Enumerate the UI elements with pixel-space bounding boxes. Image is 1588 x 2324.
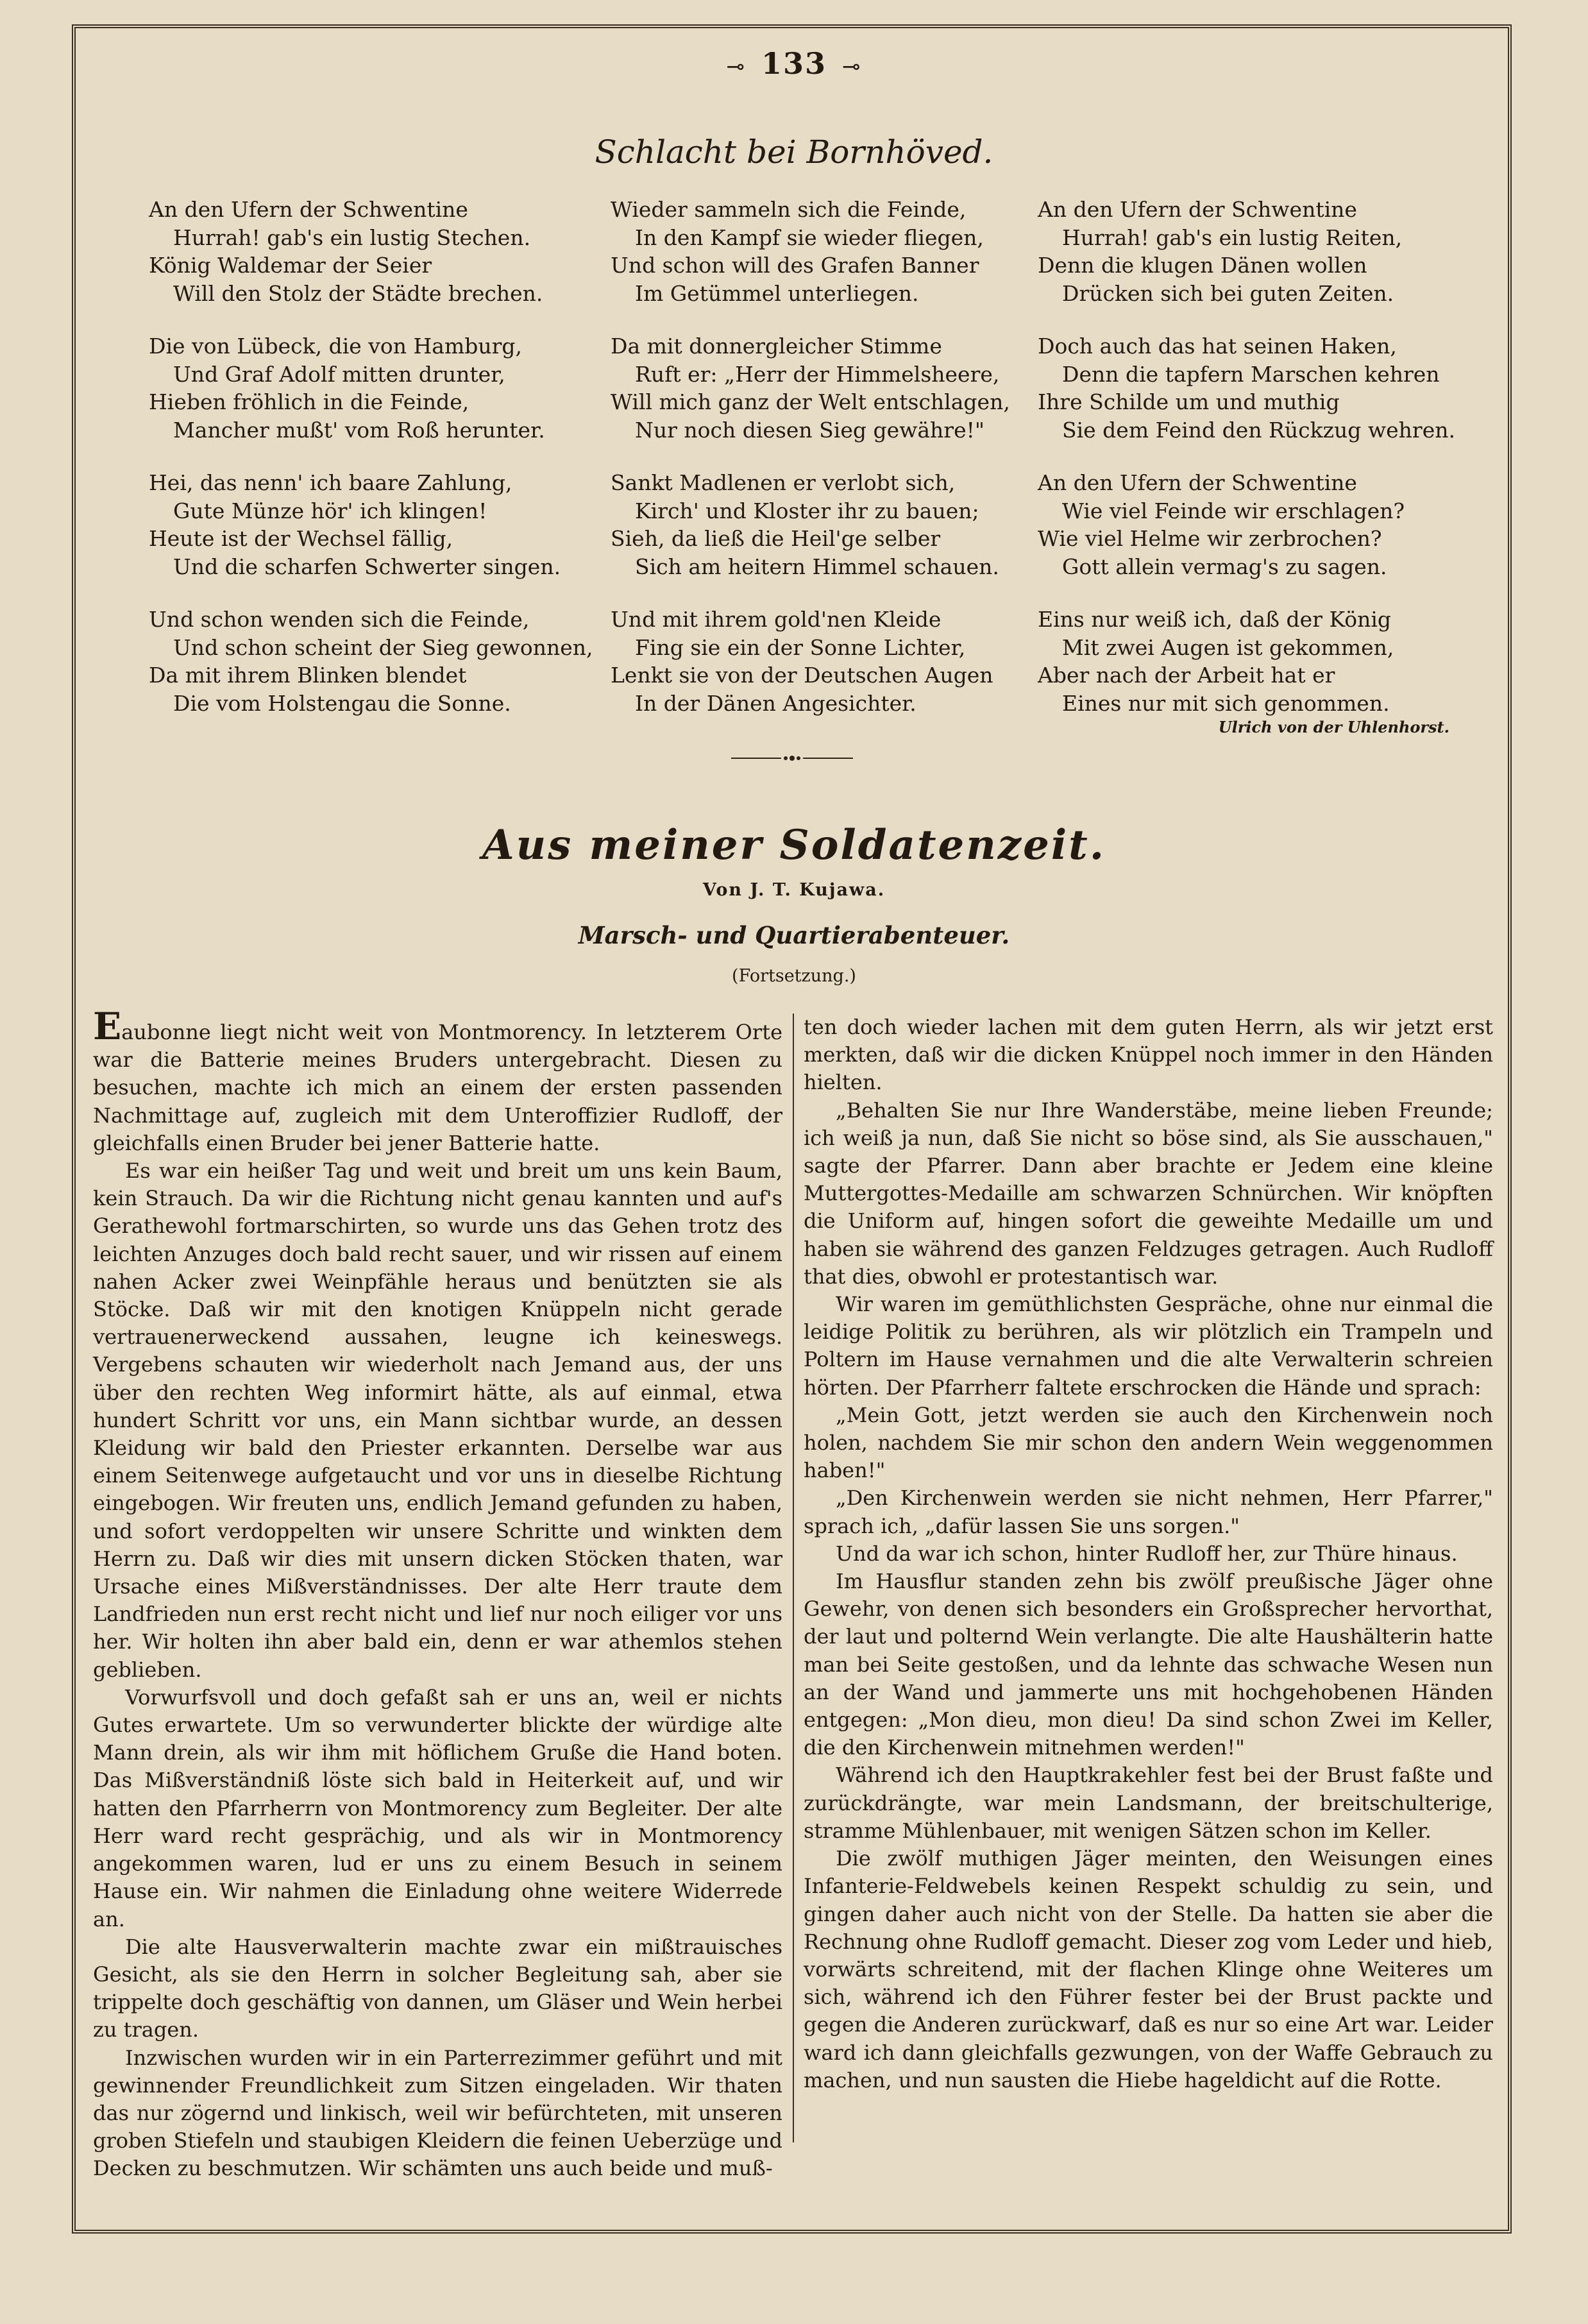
- drop-cap: E: [93, 1005, 122, 1048]
- poem-column-2: [611, 196, 1072, 742]
- text-column-right: [804, 1014, 1493, 2094]
- poem-stanza: [149, 606, 611, 717]
- poem-stanza: [1038, 196, 1499, 307]
- poem-line: An den Ufern der Schwentine: [149, 197, 468, 222]
- paragraph-text: Die alte Hausverwalterin machte zwar ein mißtrauisches Gesicht, als sie den Herrn in solcher Begleitung sah, aber sie trippelte doch geschäftig von dannen, um Gläser und Wein herbei zu tragen.: [93, 1934, 782, 2042]
- paragraph: [804, 1761, 1493, 1845]
- poem-line: Wieder sammeln sich die Feinde,: [611, 197, 967, 222]
- poem-stanza: [1038, 606, 1499, 717]
- paragraph: [804, 1097, 1493, 1291]
- poem-line: Lenkt sie von der Deutschen Augen: [611, 663, 993, 688]
- page-number-value: 133: [761, 46, 827, 81]
- poem-line: Eins nur weiß ich, daß der König: [1038, 607, 1392, 632]
- poem-line: Ruft er: „Herr der Himmelsheere,: [635, 361, 1000, 387]
- page-number: [0, 46, 1588, 81]
- poem-line: Und schon will des Grafen Banner: [611, 253, 979, 278]
- paragraph: [93, 1933, 782, 2044]
- poem-line: Wie viel Helme wir zerbrochen?: [1038, 526, 1382, 551]
- paragraph-text: Vorwurfsvoll und doch gefaßt sah er uns an, weil er nichts Gutes erwartete. Um so verwunderter blickte der würdige alte Mann drein, als wir ihm mit höflichem Gruße die Hand boten. Das Mißverständniß löste sich bald in Heiterkeit auf, und wir hatten den Pfarrherrn von Montmorency zum Begleiter. Der alte Herr ward recht gesprächig, und als wir in Montmorency angekommen waren, lud er uns zu einem Besuch in seinem Hause ein. Wir nahmen die Einladung ohne weitere Widerrede an.: [93, 1684, 782, 1931]
- continuation-note: (Fortsetzung.): [732, 966, 856, 986]
- paragraph-text: Während ich den Hauptkrakehler fest bei der Brust faßte und zurückdrängte, war mein Landsmann, der breitschulterige, stramme Mühlenbauer, mit wenigen Sätzen schon im Keller.: [804, 1763, 1493, 1843]
- poem-line: Will mich ganz der Welt entschlagen,: [611, 389, 1010, 414]
- poem-line: Drücken sich bei guten Zeiten.: [1062, 280, 1394, 306]
- poem-signature: Ulrich von der Uhlenhorst.: [1218, 718, 1449, 736]
- poem-line: An den Ufern der Schwentine: [1038, 470, 1357, 495]
- poem-line: Gott allein vermag's zu sagen.: [1062, 554, 1387, 579]
- poem-line: Im Getümmel unterliegen.: [635, 280, 919, 306]
- poem-stanza: [611, 469, 1072, 581]
- ornamental-divider-icon: [731, 752, 853, 765]
- paragraph-text: aubonne liegt nicht weit von Montmorency. In letzterem Orte war die Batterie meines Bruders untergebracht. Diesen zu besuchen, machte ich mich an einem der ersten passenden Nachmittage auf, zugleich mit dem Unteroffizier Rudloff, der gleichfalls einen Bruder bei jener Batterie hatte.: [93, 1020, 782, 1155]
- poem-line: An den Ufern der Schwentine: [1038, 197, 1357, 222]
- paragraph: [804, 1845, 1493, 2094]
- poem-column-1: [149, 196, 611, 742]
- paragraph: [804, 1402, 1493, 1485]
- paragraph-text: ten doch wieder lachen mit dem guten Herrn, als wir jetzt erst merkten, daß wir die dicken Knüppel noch immer in den Händen hielten.: [804, 1015, 1493, 1095]
- poem-stanza: [611, 606, 1072, 717]
- poem-stanza: [149, 332, 611, 444]
- paragraph: [804, 1484, 1493, 1539]
- poem-line: Da mit ihrem Blinken blendet: [149, 663, 467, 688]
- poem-line: Denn die klugen Dänen wollen: [1038, 253, 1367, 278]
- poem-line: Denn die tapfern Marschen kehren: [1062, 361, 1440, 387]
- poem-line: Fing sie ein der Sonne Lichter,: [635, 634, 966, 660]
- poem-line: Sankt Madlenen er verlobt sich,: [611, 470, 956, 495]
- paragraph: [93, 1157, 782, 1684]
- poem-line: Die vom Holstengau die Sonne.: [173, 690, 511, 716]
- poem-line: Heute ist der Wechsel fällig,: [149, 526, 453, 551]
- poem-line: Doch auch das hat seinen Haken,: [1038, 334, 1397, 359]
- paragraph-text: Es war ein heißer Tag und weit und breit um uns kein Baum, kein Strauch. Da wir die Richtung nicht genau kannten und auf's Gerathewohl fortmarschirten, so wurde uns das Gehen trotz des leichten Anzuges doch bald recht sauer, und wir rissen auf einem nahen Acker zwei Weinpfähle heraus und benützten sie als Stöcke. Daß wir mit den knotigen Knüppeln nicht gerade vertrauenerweckend aussahen, leugne ich keineswegs. Vergebens schauten wir wiederholt nach Jemand aus, der uns über den rechten Weg informirt hätte, als auf einmal, etwa hundert Schritt vor uns, ein Mann sichtbar wurde, an dessen Kleidung wir bald den Priester erkannten. Derselbe war aus einem Seitenwege aufgetaucht und vor uns in dieselbe Richtung eingebogen. Wir freuten uns, endlich Jemand gefunden zu haben, und sofort verdoppelten wir unsere Schritte und winkten dem Herrn zu. Daß wir dies mit unsern dicken Stöcken thaten, war Ursache eines Mißverständnisses. Der alte Herr traute dem Landfrieden nun erst recht nicht und lief nur noch eiliger vor uns her. Wir holten ihn aber bald ein, denn er war athemlos stehen geblieben.: [93, 1158, 782, 1682]
- story-byline: Von J. T. Kujawa.: [702, 880, 886, 900]
- poem-line: Sich am heitern Himmel schauen.: [635, 554, 999, 579]
- paragraph: [804, 1540, 1493, 1568]
- paragraph: [93, 1684, 782, 1933]
- text-column-left: [93, 1005, 782, 2183]
- poem-line: In den Kampf sie wieder fliegen,: [635, 225, 984, 250]
- poem-stanza: [1038, 469, 1499, 581]
- poem-stanza: [149, 469, 611, 581]
- poem-stanza: [611, 332, 1072, 444]
- poem-line: Kirch' und Kloster ihr zu bauen;: [635, 498, 979, 523]
- poem-stanza: [1038, 332, 1499, 444]
- paragraph-text: Und da war ich schon, hinter Rudloff her, zur Thüre hinaus.: [836, 1541, 1458, 1566]
- column-rule: [793, 1014, 794, 2142]
- right-ornament-icon: ⊸: [842, 54, 862, 80]
- poem-line: In der Dänen Angesichter.: [635, 690, 916, 716]
- poem-line: Gute Münze hör' ich klingen!: [173, 498, 487, 523]
- poem-stanza: [611, 196, 1072, 307]
- poem-column-3: [1038, 196, 1499, 742]
- paragraph: [804, 1014, 1493, 1097]
- left-ornament-icon: ⊸: [726, 54, 746, 80]
- paragraph-text: „Den Kirchenwein werden sie nicht nehmen, Herr Pfarrer," sprach ich, „dafür lassen Sie uns sorgen.": [804, 1486, 1493, 1538]
- paragraph: [93, 1005, 782, 1157]
- poem-line: Und schon wenden sich die Feinde,: [149, 607, 530, 632]
- story-title: Aus meiner Soldatenzeit.: [482, 821, 1106, 869]
- paragraph-text: „Mein Gott, jetzt werden sie auch den Kirchenwein noch holen, nachdem Sie mir schon den andern Wein weggenommen haben!": [804, 1402, 1493, 1483]
- poem-title: Schlacht bei Bornhöved.: [595, 133, 993, 171]
- poem-stanza: [149, 196, 611, 307]
- poem-line: Die von Lübeck, die von Hamburg,: [149, 334, 523, 359]
- story-subtitle: Marsch- und Quartierabenteuer.: [578, 921, 1010, 949]
- poem-line: Da mit donnergleicher Stimme: [611, 334, 942, 359]
- poem-line: Aber nach der Arbeit hat er: [1038, 663, 1335, 688]
- poem-line: Mit zwei Augen ist gekommen,: [1062, 634, 1394, 660]
- poem-line: Hurrah! gab's ein lustig Stechen.: [173, 225, 531, 250]
- poem-line: König Waldemar der Seier: [149, 253, 432, 278]
- poem-line: Und mit ihrem gold'nen Kleide: [611, 607, 942, 632]
- poem-line: Hurrah! gab's ein lustig Reiten,: [1062, 225, 1403, 250]
- poem-line: Nur noch diesen Sieg gewähre!": [635, 417, 985, 443]
- poem-line: Und die scharfen Schwerter singen.: [173, 554, 561, 579]
- paragraph-text: Die zwölf muthigen Jäger meinten, den Weisungen eines Infanterie-Feldwebels keinen Respekt schuldig zu sein, und gingen daher auch nicht von der Stelle. Da hatten sie aber die Rechnung ohne Rudloff gemacht. Dieser zog vom Leder und hieb, vorwärts schreitend, mit der flachen Klinge ohne Weiteres um sich, während ich den Führer fester bei der Brust packte und gegen die Anderen zurückwarf, daß es nur so eine Art war. Leider ward ich dann gleichfalls gezwungen, von der Waffe Gebrauch zu machen, und nun sausten die Hiebe hageldicht auf die Rotte.: [804, 1846, 1493, 2092]
- poem-line: Hei, das nenn' ich baare Zahlung,: [149, 470, 512, 495]
- poem-line: Hieben fröhlich in die Feinde,: [149, 389, 469, 414]
- paragraph: [804, 1291, 1493, 1402]
- paragraph: [93, 2044, 782, 2183]
- paragraph-text: Wir waren im gemüthlichsten Gespräche, ohne nur einmal die leidige Politik zu berühren, als wir plötzlich ein Trampeln und Poltern im Hause vernahmen und die alte Verwalterin schreien hörten. Der Pfarrherr faltete erschrocken die Hände und sprach:: [804, 1292, 1493, 1400]
- poem-line: Eines nur mit sich genommen.: [1062, 690, 1390, 716]
- poem-line: Sie dem Feind den Rückzug wehren.: [1062, 417, 1455, 443]
- paragraph-text: Im Hausflur standen zehn bis zwölf preußische Jäger ohne Gewehr, von denen sich besonders ein Großsprecher hervorthat, der laut und polternd Wein verlangte. Die alte Haushälterin hatte man bei Seite gestoßen, und da lehnte das schwache Wesen nun an der Wand und jammerte uns mit hochgehobenen Händen entgegen: „Mon dieu, mon dieu! Da sind schon Zwei im Keller, die den Kirchenwein mitnehmen werden!": [804, 1569, 1493, 1760]
- poem-line: Sieh, da ließ die Heil'ge selber: [611, 526, 941, 551]
- poem-line: Ihre Schilde um und muthig: [1038, 389, 1340, 414]
- paragraph-text: „Behalten Sie nur Ihre Wanderstäbe, meine lieben Freunde; ich weiß ja nun, daß Sie nicht so böse sind, als Sie ausschauen," sagte der Pfarrer. Dann aber brachte er Jedem eine kleine Muttergottes-Medaille am schwarzen Schnürchen. Wir knöpften die Uniform auf, hingen sofort die geweihte Medaille um und haben sie während des ganzen Feldzuges getragen. Auch Rudloff that dies, obwohl er protestantisch war.: [804, 1098, 1493, 1289]
- poem-line: Wie viel Feinde wir erschlagen?: [1062, 498, 1405, 523]
- poem-line: Und Graf Adolf mitten drunter,: [173, 361, 505, 387]
- paragraph: [804, 1568, 1493, 1761]
- poem-line: Will den Stolz der Städte brechen.: [173, 280, 543, 306]
- poem-line: Und schon scheint der Sieg gewonnen,: [173, 634, 593, 660]
- paragraph-text: Inzwischen wurden wir in ein Parterrezimmer geführt und mit gewinnender Freundlichkeit zum Sitzen eingeladen. Wir thaten das nur zögernd und linkisch, weil wir befürchteten, mit unseren groben Stiefeln und staubigen Kleidern die feinen Ueberzüge und Decken zu beschmutzen. Wir schämten uns auch beide und muß-: [93, 2045, 782, 2181]
- poem-line: Mancher mußt' vom Roß herunter.: [173, 417, 545, 443]
